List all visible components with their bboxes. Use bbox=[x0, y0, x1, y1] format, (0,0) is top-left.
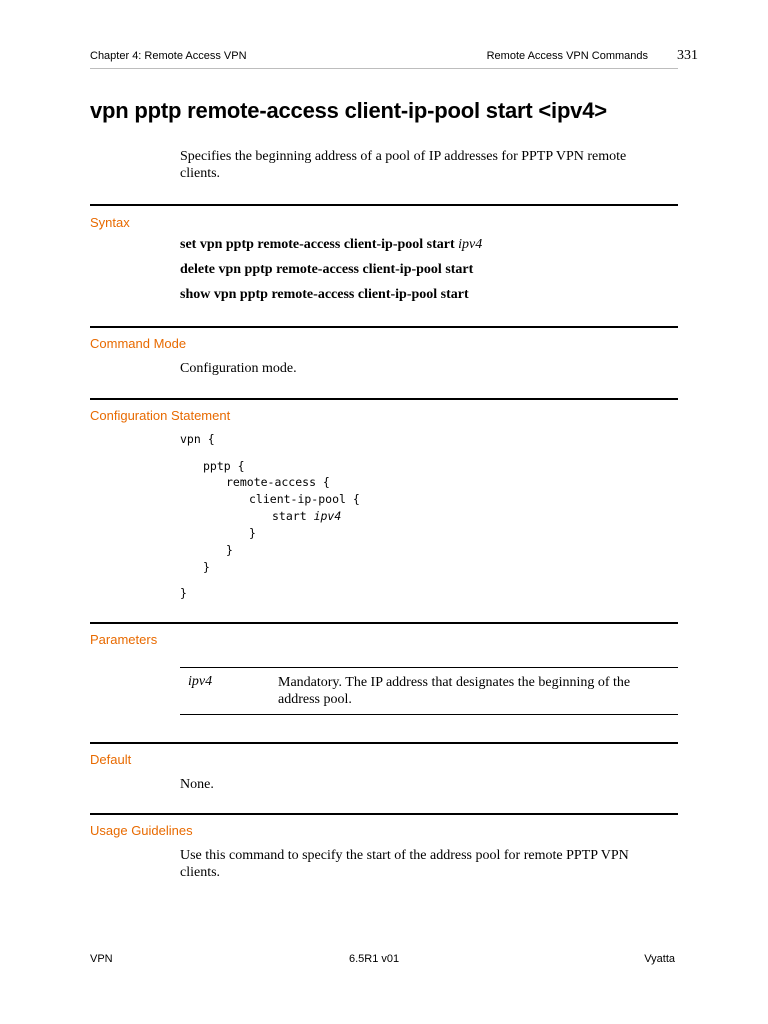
code-line: client-ip-pool { bbox=[249, 492, 360, 506]
chapter-title: Chapter 4: Remote Access VPN bbox=[90, 50, 247, 62]
command-description: Specifies the beginning address of a pool of IP addresses for PPTP VPN remote clients. bbox=[180, 149, 627, 181]
syntax-set bbox=[180, 237, 482, 253]
parameter-name: ipv4 bbox=[188, 674, 213, 689]
section-rule bbox=[90, 398, 678, 400]
table-bottom-border bbox=[180, 714, 678, 715]
default-text: None. bbox=[180, 777, 214, 792]
footer-right: Vyatta bbox=[644, 953, 675, 965]
section-rule bbox=[90, 204, 678, 206]
code-line: } bbox=[180, 586, 187, 600]
usage-text: Use this command to specify the start of the address pool for remote PPTP VPN clients. bbox=[180, 848, 629, 880]
footer-version: 6.5R1 v01 bbox=[349, 953, 400, 965]
section-heading-config-statement: Configuration Statement bbox=[90, 408, 231, 423]
page-number: 331 bbox=[677, 48, 698, 63]
section-heading-command-mode: Command Mode bbox=[90, 336, 187, 351]
code-line: } bbox=[226, 543, 233, 557]
section-heading-default: Default bbox=[90, 752, 132, 767]
code-line bbox=[272, 509, 341, 523]
running-header bbox=[90, 48, 698, 69]
section-heading-usage: Usage Guidelines bbox=[90, 823, 193, 838]
section-rule bbox=[90, 622, 678, 624]
syntax-set-argument: ipv4 bbox=[458, 237, 483, 252]
code-line: remote-access { bbox=[226, 475, 330, 489]
section-heading-parameters: Parameters bbox=[90, 632, 158, 647]
syntax-set-command: set vpn pptp remote-access client-ip-pool start bbox=[180, 237, 455, 252]
code-line: } bbox=[203, 560, 210, 574]
code-line: pptp { bbox=[203, 459, 245, 473]
footer-left: VPN bbox=[90, 953, 113, 965]
command-title: vpn pptp remote-access client-ip-pool start <ipv4> bbox=[90, 98, 607, 123]
section-rule bbox=[90, 326, 678, 328]
section-rule bbox=[90, 742, 678, 744]
command-mode-text: Configuration mode. bbox=[180, 361, 297, 376]
code-line: vpn { bbox=[180, 432, 215, 446]
table-top-border bbox=[180, 667, 678, 668]
code-line: } bbox=[249, 526, 256, 540]
section-title: Remote Access VPN Commands bbox=[486, 50, 648, 62]
section-rule bbox=[90, 813, 678, 815]
section-heading-syntax: Syntax bbox=[90, 215, 130, 230]
code-keyword: start bbox=[272, 509, 307, 523]
syntax-show: show vpn pptp remote-access client-ip-pool start bbox=[180, 287, 469, 302]
syntax-delete: delete vpn pptp remote-access client-ip-pool start bbox=[180, 262, 474, 277]
code-argument: ipv4 bbox=[313, 509, 342, 523]
parameter-description: Mandatory. The IP address that designates the beginning of the address pool. bbox=[278, 675, 631, 707]
